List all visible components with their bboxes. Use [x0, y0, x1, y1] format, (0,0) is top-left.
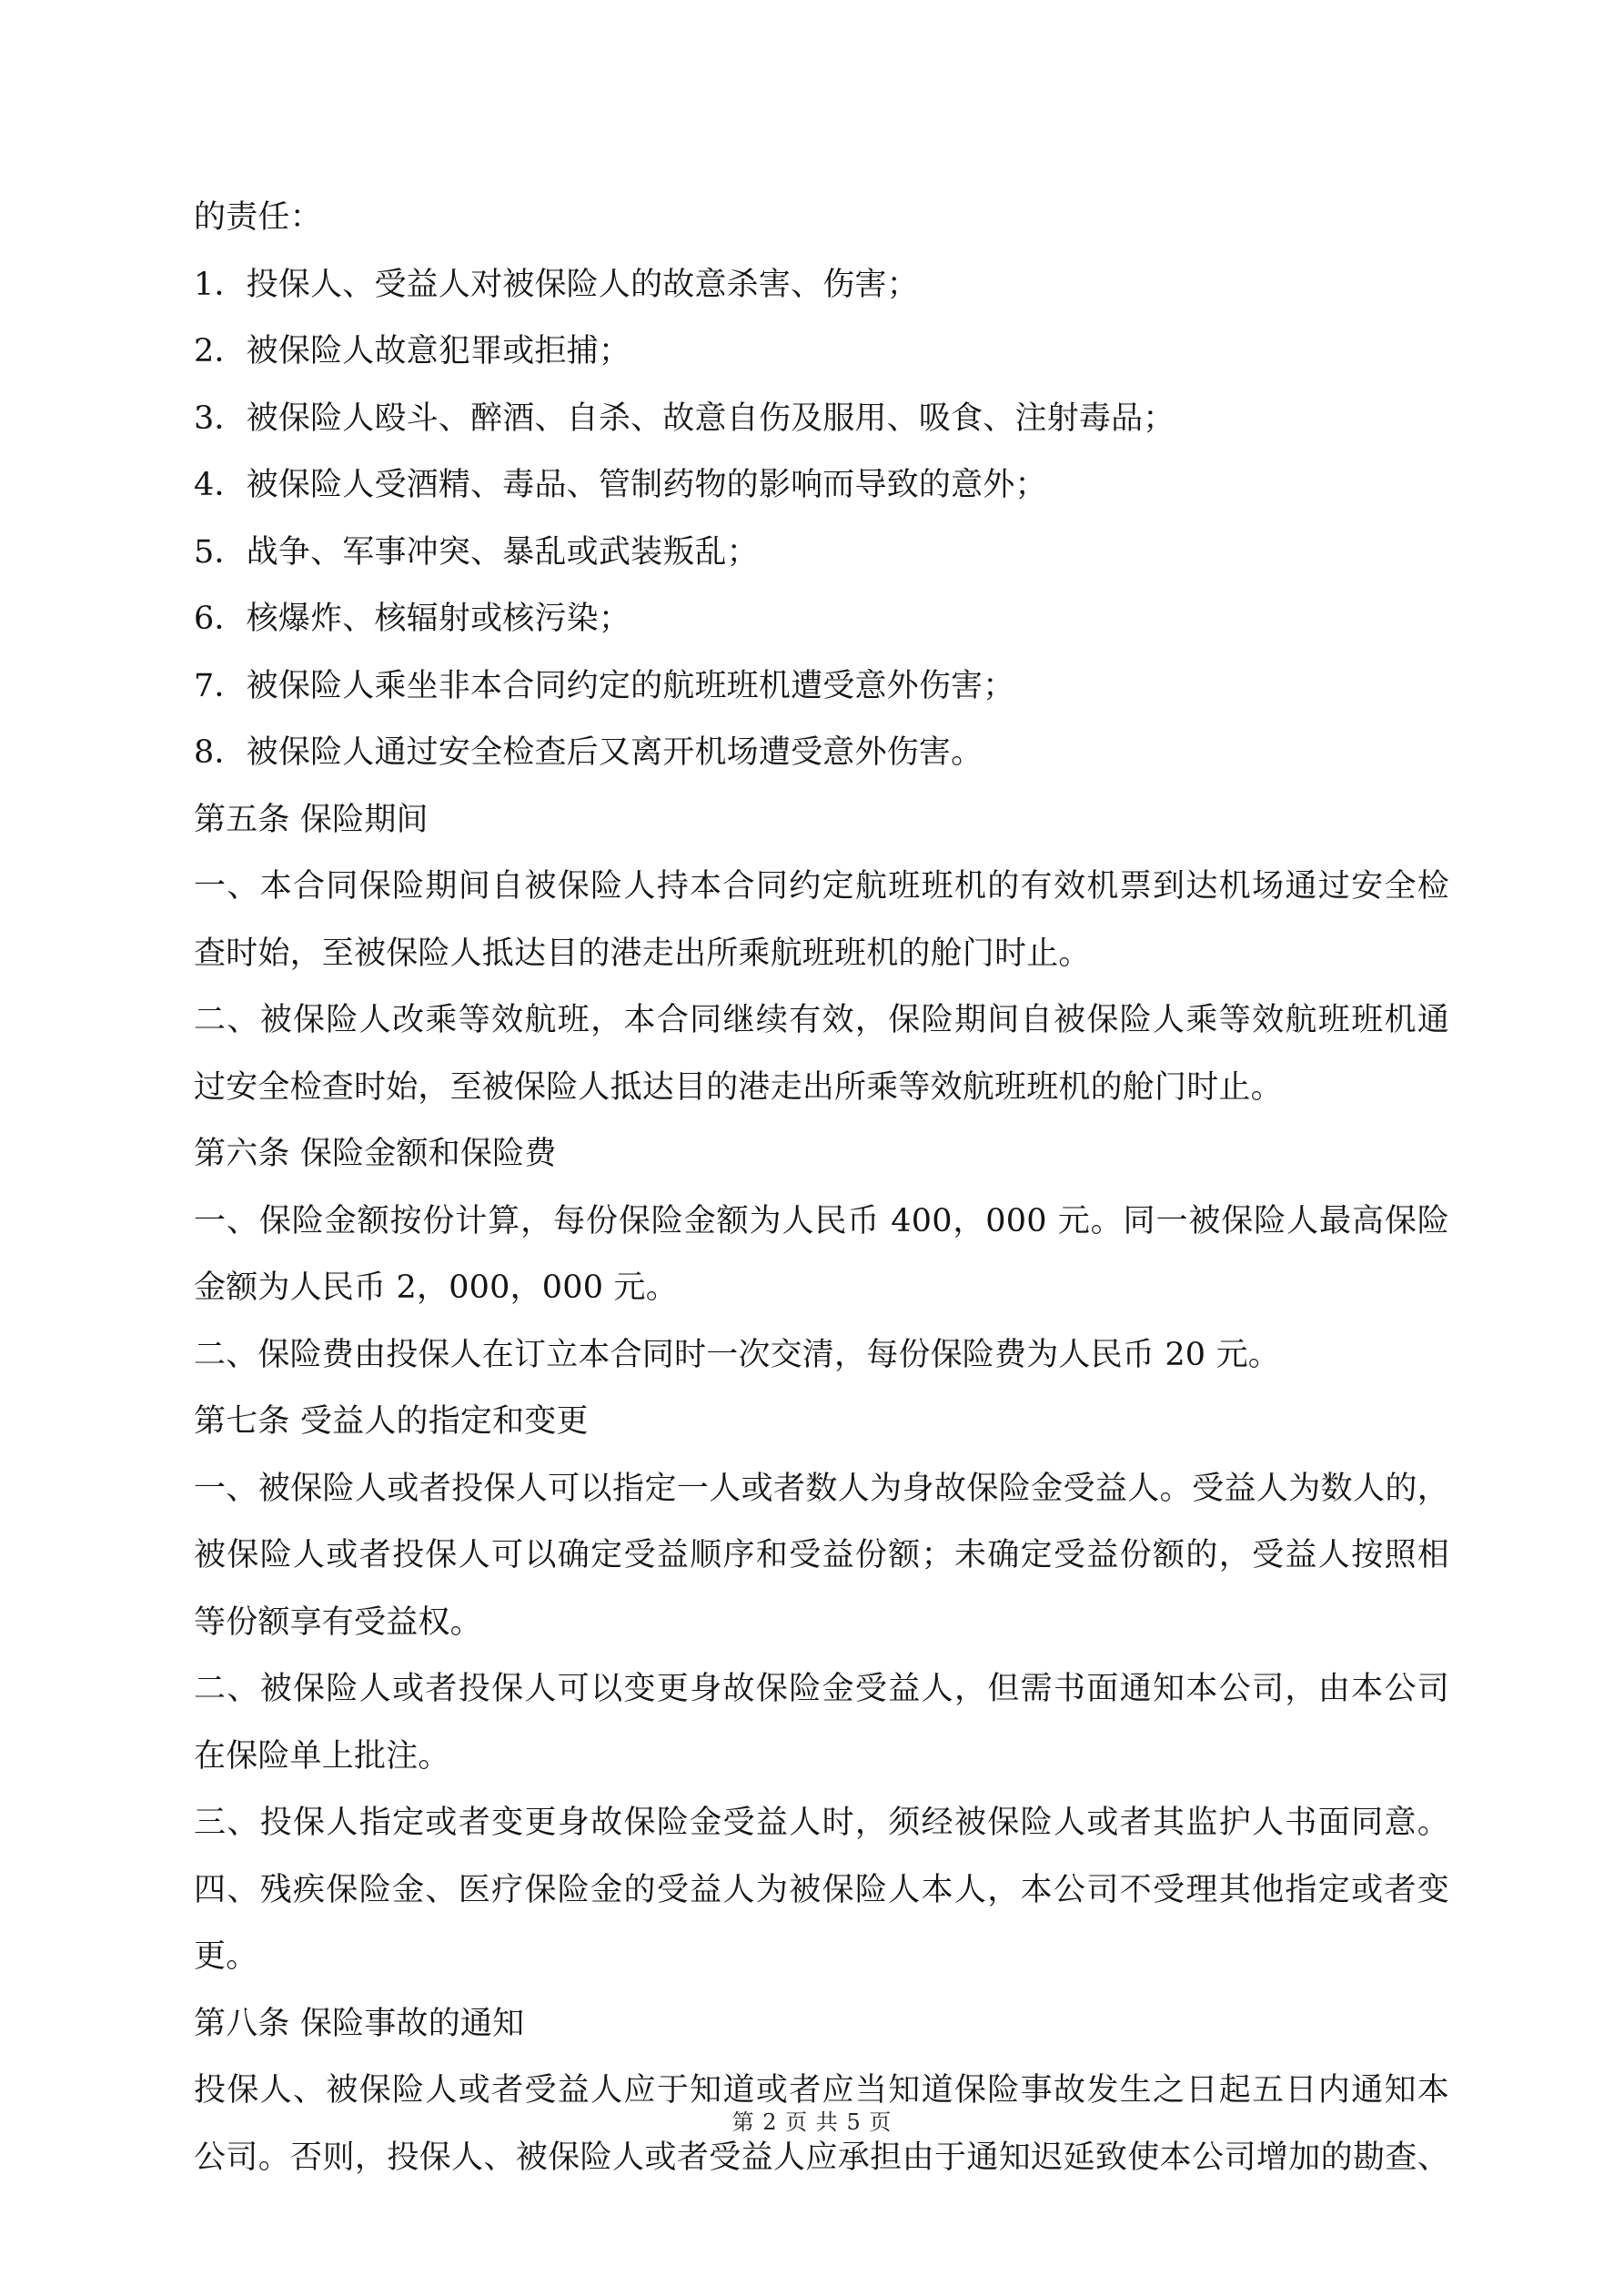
- list-item: 3．被保险人殴斗、醉酒、自杀、故意自伤及服用、吸食、注射毒品；: [194, 400, 1175, 437]
- paragraph-line: 更。: [194, 1938, 258, 1975]
- list-item: 1．投保人、受益人对被保险人的故意杀害、伤害；: [194, 266, 919, 303]
- section-heading: 第七条 受益人的指定和变更: [194, 1403, 589, 1440]
- paragraph-line: 二、被保险人改乘等效航班，本合同继续有效，保险期间自被保险人乘等效航班班机通: [194, 1002, 1449, 1038]
- paragraph-line: 公司。否则，投保人、被保险人或者受益人应承担由于通知迟延致使本公司增加的勘查、: [194, 2139, 1449, 2176]
- paragraph-line: 投保人、被保险人或者受益人应于知道或者应当知道保险事故发生之日起五日内通知本: [194, 2072, 1449, 2109]
- paragraph-line: 一、保险金额按份计算，每份保险金额为人民币 400，000 元。同一被保险人最高保险: [194, 1202, 1449, 1239]
- paragraph-line: 一、本合同保险期间自被保险人持本合同约定航班班机的有效机票到达机场通过安全检: [194, 868, 1449, 905]
- text-line: 的责任：: [194, 199, 322, 236]
- paragraph-line: 查时始，至被保险人抵达目的港走出所乘航班班机的舱门时止。: [194, 935, 1091, 972]
- document-body: [194, 201, 1449, 2208]
- paragraph-line: 一、被保险人或者投保人可以指定一人或者数人为身故保险金受益人。受益人为数人的，: [194, 1470, 1449, 1507]
- paragraph-line: 四、残疾保险金、医疗保险金的受益人为被保险人本人，本公司不受理其他指定或者变: [194, 1871, 1449, 1908]
- list-item: 6．核爆炸、核辐射或核污染；: [194, 601, 631, 637]
- list-item: 4．被保险人受酒精、毒品、管制药物的影响而导致的意外；: [194, 467, 1047, 503]
- list-item: 7．被保险人乘坐非本合同约定的航班班机遭受意外伤害；: [194, 667, 1015, 704]
- list-item: 5．战争、军事冲突、暴乱或武装叛乱；: [194, 533, 759, 571]
- section-heading: 第五条 保险期间: [194, 801, 429, 838]
- paragraph-line: 二、被保险人或者投保人可以变更身故保险金受益人，但需书面通知本公司，由本公司: [194, 1671, 1449, 1707]
- paragraph-line: 被保险人或者投保人可以确定受益顺序和受益份额；未确定受益份额的，受益人按照相: [194, 1537, 1449, 1573]
- section-heading: 第八条 保险事故的通知: [194, 2005, 525, 2042]
- paragraph-line: 三、投保人指定或者变更身故保险金受益人时，须经被保险人或者其监护人书面同意。: [194, 1805, 1449, 1841]
- paragraph-line: 过安全检查时始，至被保险人抵达目的港走出所乘等效航班班机的舱门时止。: [194, 1068, 1283, 1106]
- page-number-footer: 第 2 页 共 5 页: [731, 2109, 893, 2135]
- paragraph-line: 等份额享有受益权。: [194, 1603, 482, 1641]
- paragraph-line: 二、保险费由投保人在订立本合同时一次交清，每份保险费为人民币 20 元。: [194, 1336, 1280, 1373]
- paragraph-line: 金额为人民币 2，000，000 元。: [194, 1269, 678, 1306]
- paragraph-line: 在保险单上批注。: [194, 1737, 450, 1775]
- list-item: 8．被保险人通过安全检查后又离开机场遭受意外伤害。: [194, 734, 983, 771]
- section-heading: 第六条 保险金额和保险费: [194, 1136, 557, 1172]
- list-item: 2．被保险人故意犯罪或拒捕；: [194, 333, 631, 369]
